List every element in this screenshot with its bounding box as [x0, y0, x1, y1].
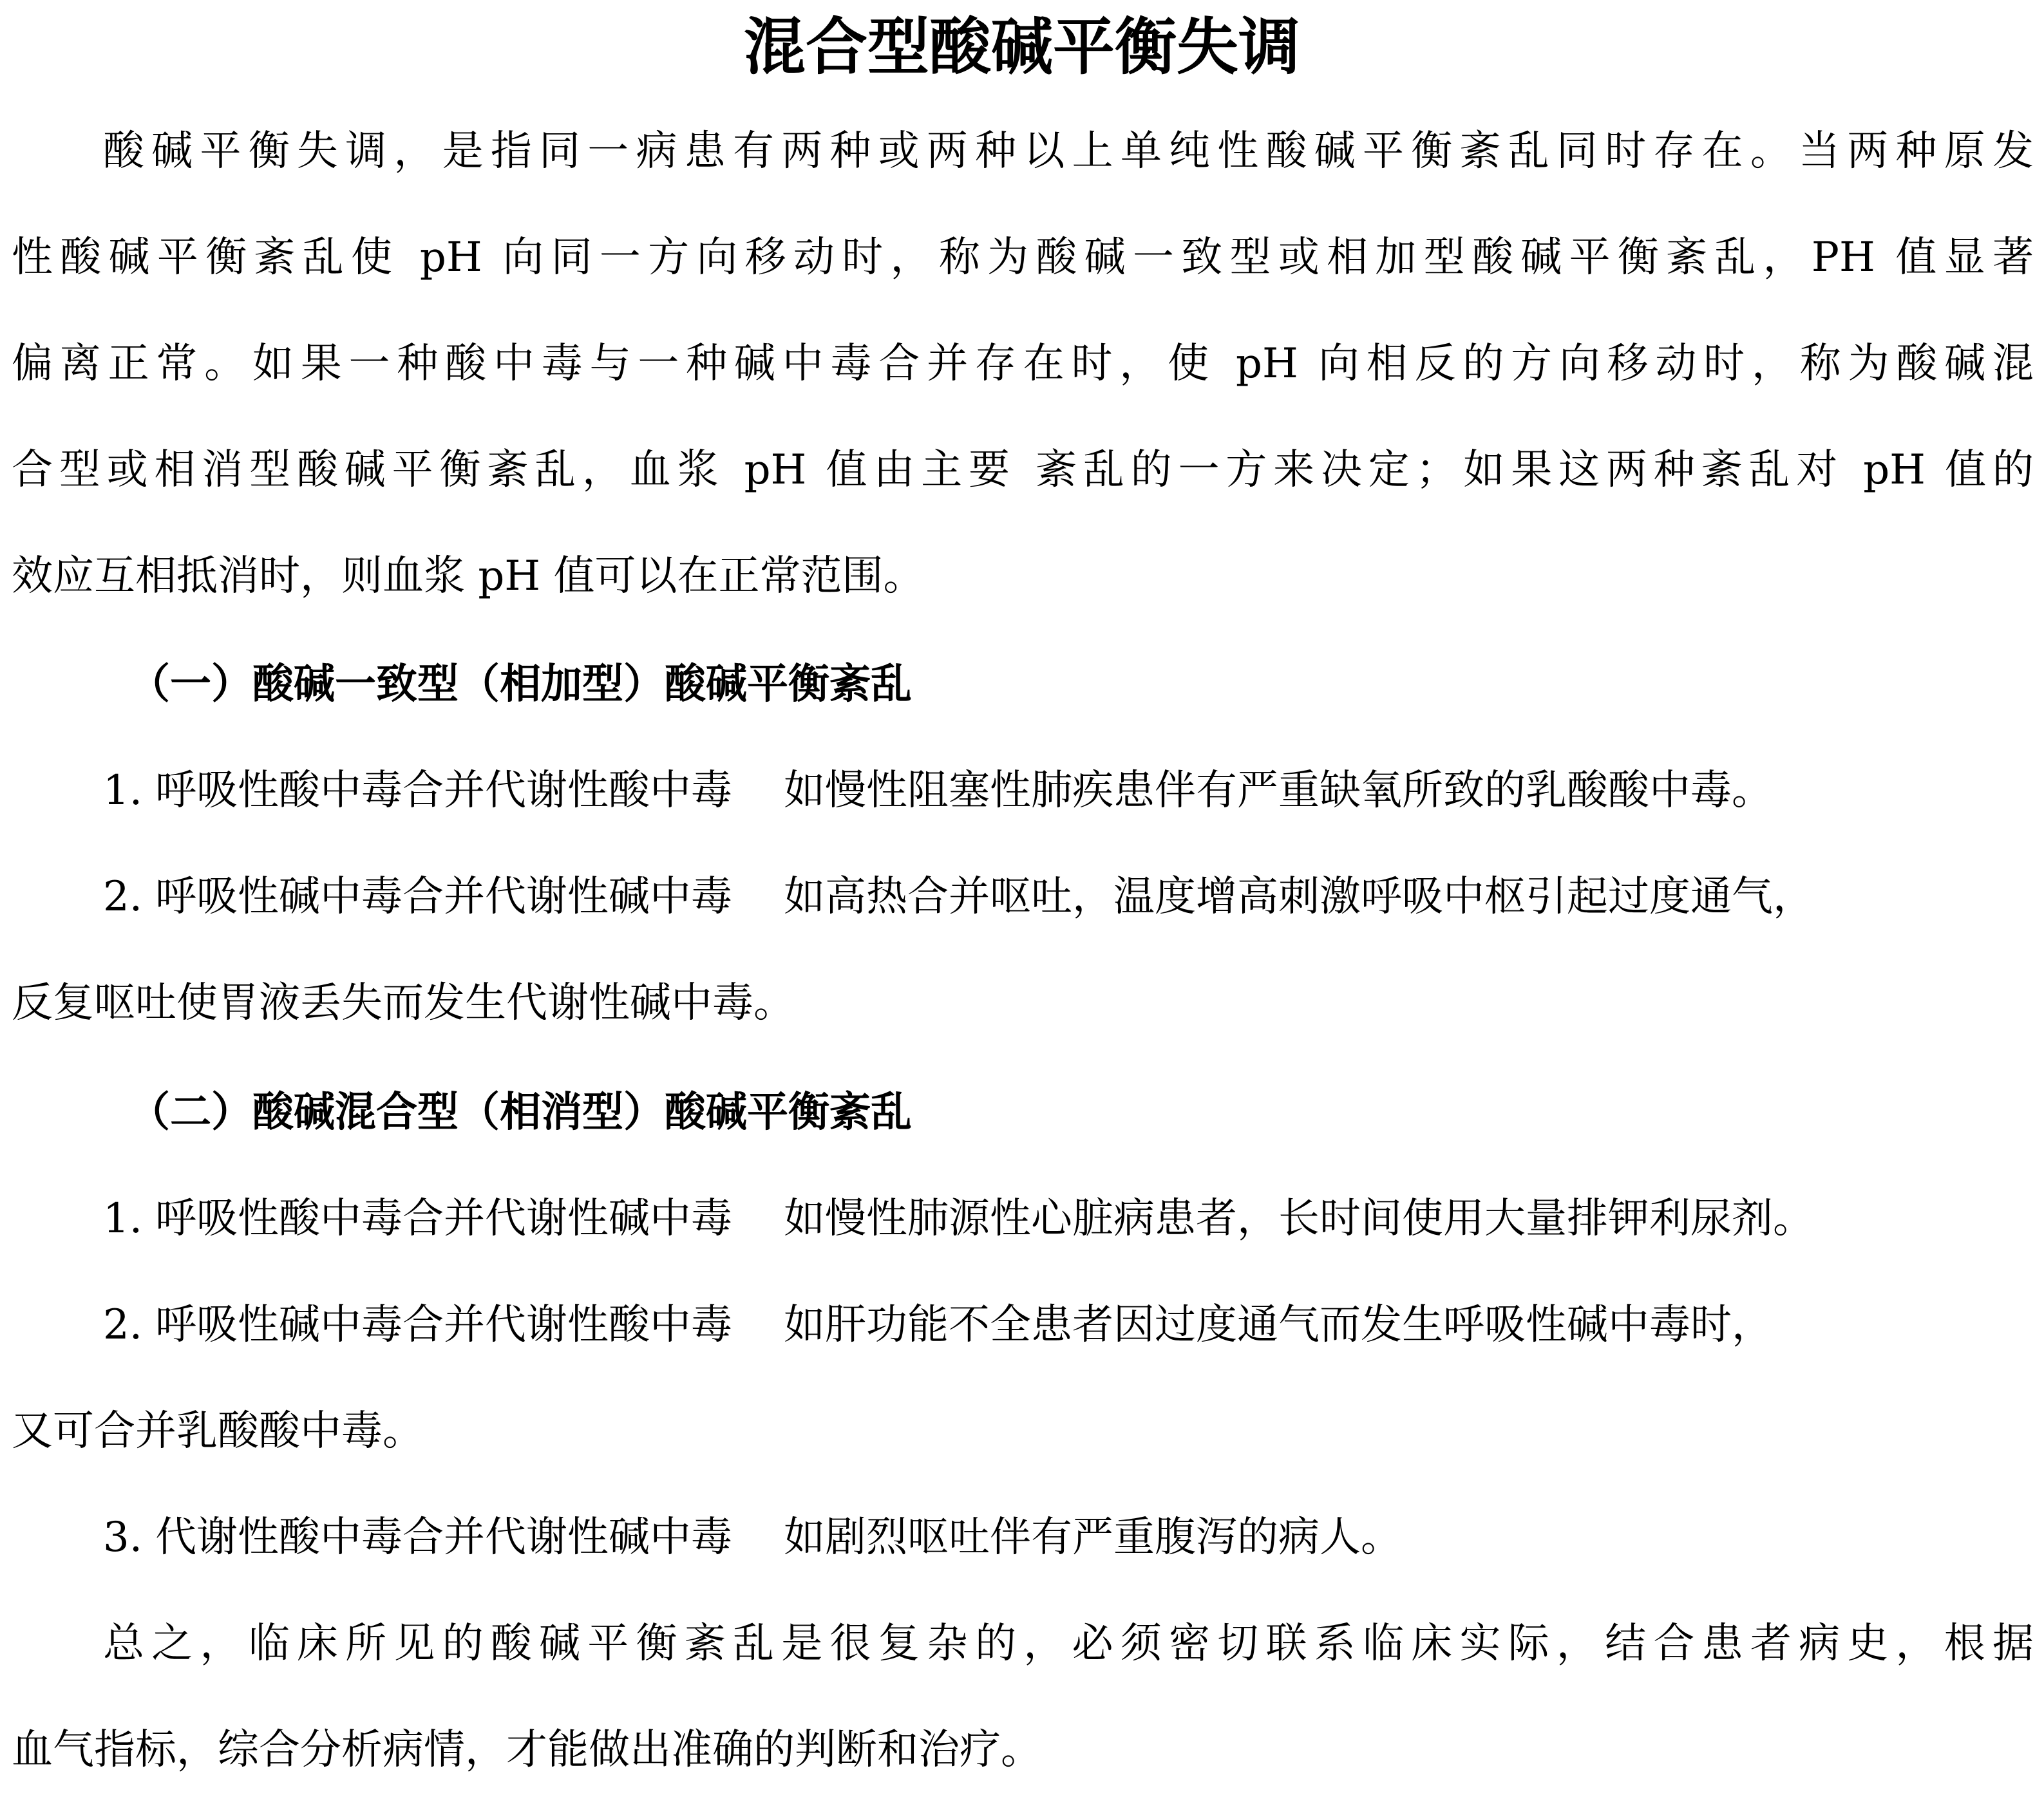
section-1-item-2: [103, 868, 2034, 926]
section-2-item-2: [103, 1296, 2034, 1354]
item-label: 呼吸性酸中毒合并代谢性碱中毒: [155, 1195, 733, 1243]
document-title: 混合型酸碱平衡失调: [744, 11, 1300, 83]
section-2-item-3: [103, 1508, 2034, 1566]
intro-line-3: 偏离正常。如果一种酸中毒与一种碱中毒合并存在时，使 pH 向相反的方向移动时，称为酸碱混: [12, 340, 2034, 388]
item-number: 2.: [103, 873, 143, 921]
item-number: 1.: [103, 1195, 143, 1243]
item-text: 如高热合并呕吐，温度增高刺激呼吸中枢引起过度通气，: [784, 873, 1815, 921]
intro-line-4: 合型或相消型酸碱平衡紊乱，血浆 pH 值由主要 紊乱的一方来决定；如果这两种紊乱对 pH 值的: [12, 446, 2034, 494]
intro-line-5: 效应互相抵消时，则血浆 pH 值可以在正常范围。: [12, 552, 925, 600]
section-2-item-1: [103, 1190, 2034, 1248]
section-1-item-1: [103, 762, 2034, 820]
section-1-heading: （一）酸碱一致型（相加型）酸碱平衡紊乱: [129, 661, 912, 708]
item-text: 如慢性肺源性心脏病患者，长时间使用大量排钾利尿剂。: [784, 1195, 1815, 1243]
item-label: 呼吸性酸中毒合并代谢性酸中毒: [155, 767, 733, 814]
item-text: 如肝功能不全患者因过度通气而发生呼吸性碱中毒时，: [784, 1301, 1774, 1349]
summary-line-2: 血气指标，综合分析病情，才能做出准确的判断和治疗。: [12, 1726, 1042, 1774]
item-label: 呼吸性碱中毒合并代谢性碱中毒: [155, 873, 733, 921]
summary-line-1: 总之，临床所见的酸碱平衡紊乱是很复杂的，必须密切联系临床实际，结合患者病史，根据: [103, 1620, 2034, 1668]
section-2-item-2-continuation: 又可合并乳酸酸中毒。: [12, 1407, 424, 1455]
section-1-item-2-continuation: 反复呕吐使胃液丢失而发生代谢性碱中毒。: [12, 979, 795, 1027]
item-number: 2.: [103, 1301, 143, 1349]
item-label: 呼吸性碱中毒合并代谢性酸中毒: [155, 1301, 733, 1349]
intro-line-1: 酸碱平衡失调，是指同一病患有两种或两种以上单纯性酸碱平衡紊乱同时存在。当两种原发: [103, 127, 2034, 175]
item-text: 如剧烈呕吐伴有严重腹泻的病人。: [784, 1514, 1403, 1561]
item-number: 1.: [103, 767, 143, 814]
intro-line-2: 性酸碱平衡紊乱使 pH 向同一方向移动时，称为酸碱一致型或相加型酸碱平衡紊乱，PH 值显著: [12, 234, 2034, 281]
item-label: 代谢性酸中毒合并代谢性碱中毒: [155, 1514, 733, 1561]
section-2-heading: （二）酸碱混合型（相消型）酸碱平衡紊乱: [129, 1089, 912, 1136]
item-text: 如慢性阻塞性肺疾患伴有严重缺氧所致的乳酸酸中毒。: [784, 767, 1774, 814]
item-number: 3.: [103, 1514, 143, 1561]
